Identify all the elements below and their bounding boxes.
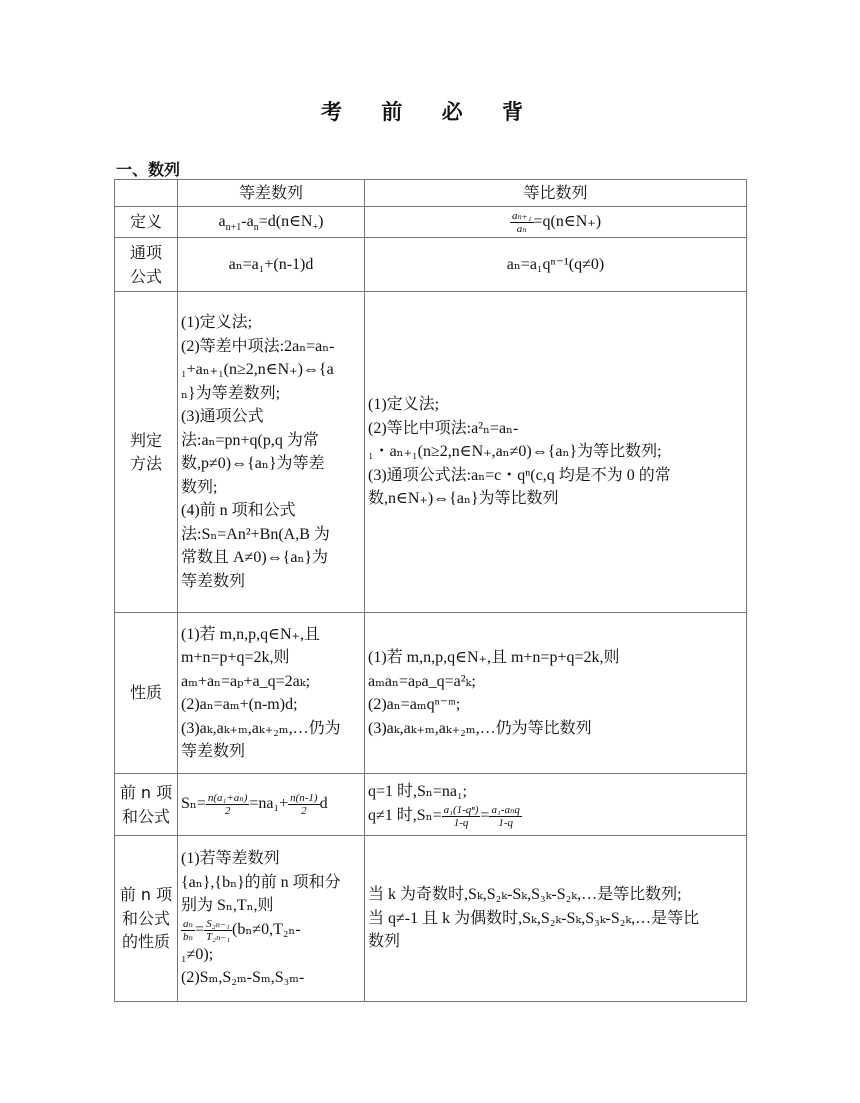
text: ) xyxy=(318,213,324,231)
line: (1)若 m,n,p,q∈N₊,且 m+n=p+q=2k,则 xyxy=(368,649,620,666)
text: Sₙ= xyxy=(181,795,206,813)
line xyxy=(181,918,361,943)
line: ₙ}为等差数列; xyxy=(181,384,281,402)
line: ₁・aₙ₊₁(n≥2,n∈N₊,aₙ≠0)⇔{aₙ}为等比数列; xyxy=(368,443,662,461)
line: ₁≠0); xyxy=(181,945,214,963)
fraction xyxy=(442,804,481,829)
fraction xyxy=(204,918,232,943)
sub: n xyxy=(253,222,259,234)
line: (2)Sₘ,S₂ₘ-Sₘ,S₃ₘ- xyxy=(181,969,305,987)
line: (2)aₙ=aₘ+(n-m)d; xyxy=(181,696,298,713)
row-sum-formula xyxy=(115,774,747,836)
label-line: 的性质 xyxy=(121,932,170,952)
text: (bₙ≠0,T₂ₙ- xyxy=(232,920,301,938)
label-line: 判定 xyxy=(129,430,162,450)
geo-def-fraction xyxy=(510,210,534,235)
geo-def-tail: =q(n∈N₊) xyxy=(533,212,602,230)
geo-definition xyxy=(365,207,747,238)
label-line: 和公式 xyxy=(121,908,170,928)
frac-num: n(n-1) xyxy=(290,792,318,804)
frac-num: S₂ₙ₋₁ xyxy=(204,918,232,931)
sub: n+1 xyxy=(225,222,242,234)
geo-properties xyxy=(365,613,747,774)
section-heading: 一、数列 xyxy=(116,160,181,179)
line: ₁+aₙ₊₁(n≥2,n∈N₊)⇔{a xyxy=(181,361,334,378)
header-arithmetic: 等差数列 xyxy=(178,180,365,207)
arith-sum-properties xyxy=(178,836,365,1002)
label-line: 前 n 项 xyxy=(119,885,173,905)
label-line: 和公式 xyxy=(121,806,170,826)
line: (1)定义法; xyxy=(368,396,440,414)
sequence-table xyxy=(114,179,747,1002)
text: =d(n∈N xyxy=(258,213,313,231)
line: 法:Sₙ=An²+Bn(A,B 为 xyxy=(181,525,330,543)
line: 数,n∈N₊)⇔{aₙ}为等比数列 xyxy=(368,490,559,508)
line: aₘ+aₙ=aₚ+a_q=2aₖ; xyxy=(181,672,311,690)
line: 等差数列 xyxy=(181,743,246,760)
fraction xyxy=(489,804,521,829)
line: (3)通项公式法:aₙ=c・qⁿ(c,q 均是不为 0 的常 xyxy=(368,466,671,484)
text: = xyxy=(480,806,490,824)
text: = xyxy=(194,920,204,938)
line: 当 k 为奇数时,Sₖ,S₂ₖ-Sₖ,S₃ₖ-S₂ₖ,…是等比数列; xyxy=(368,886,682,904)
text: q≠1 时,Sₙ= xyxy=(368,806,442,824)
arith-properties xyxy=(178,613,365,774)
line: (2)等比中项法:a²ₙ=aₙ- xyxy=(368,419,519,437)
geo-general-term: aₙ=a₁qⁿ⁻¹(q≠0) xyxy=(365,238,747,292)
text: a xyxy=(218,213,226,231)
line: (3)aₖ,aₖ₊ₘ,aₖ₊₂ₘ,…仍为 xyxy=(181,719,341,737)
row-label-sum-formula xyxy=(115,774,178,836)
row-label-definition: 定义 xyxy=(115,207,178,238)
line: 等差数列 xyxy=(181,572,246,590)
frac-num: n(a₁+aₙ) xyxy=(207,792,248,804)
line: (3)aₖ,aₖ₊ₘ,aₖ₊₂ₘ,…仍为等比数列 xyxy=(368,719,592,737)
frac-num: a₁-aₙq xyxy=(491,803,520,816)
line: (1)定义法; xyxy=(181,314,253,331)
frac-den: 2 xyxy=(301,805,307,817)
frac-num: aₙ₊₁ xyxy=(511,209,532,222)
arith-sum-formula xyxy=(178,774,365,836)
text: d xyxy=(319,795,328,813)
row-label-general-term xyxy=(115,238,178,292)
arith-general-term: aₙ=a₁+(n-1)d xyxy=(178,238,365,292)
arith-definition xyxy=(178,207,365,238)
label-line: 通项 xyxy=(129,243,162,262)
row-label-sum-properties xyxy=(115,836,178,1002)
row-general-term xyxy=(115,238,747,292)
label-line: 方法 xyxy=(129,454,162,473)
line: 数列 xyxy=(368,933,401,951)
label-line: 前 n 项 xyxy=(119,783,173,802)
frac-den: 1-q xyxy=(498,816,514,829)
row-judgement xyxy=(115,292,747,613)
line: (2)等差中项法:2aₙ=aₙ- xyxy=(181,337,335,355)
row-label-judgement xyxy=(115,292,178,613)
line: 别为 Sₙ,Tₙ,则 xyxy=(181,897,274,915)
line: {aₙ},{bₙ}的前 n 项和分 xyxy=(181,873,341,891)
label-line: 公式 xyxy=(129,266,162,286)
line: (1)若等差数列 xyxy=(181,850,280,868)
line: 常数且 A≠0)⇔{aₙ}为 xyxy=(181,549,329,566)
line: (2)aₙ=aₘqⁿ⁻ᵐ; xyxy=(368,696,461,713)
frac-den: 1-q xyxy=(453,816,469,829)
row-properties xyxy=(115,613,747,774)
line: 当 q≠-1 且 k 为偶数时,Sₖ,S₂ₖ-Sₖ,S₃ₖ-S₂ₖ,…是等比 xyxy=(368,909,700,927)
header-geometric: 等比数列 xyxy=(365,180,747,207)
line: aₘaₙ=aₚa_q=a²ₖ; xyxy=(368,672,476,690)
row-definition xyxy=(115,207,747,238)
geo-judgement xyxy=(365,292,747,613)
frac-num: a₁(1-qⁿ) xyxy=(443,803,479,816)
sub: + xyxy=(312,222,319,234)
line: 数列; xyxy=(181,478,218,496)
frac-den: aₙ xyxy=(516,222,527,235)
geo-sum-formula xyxy=(365,774,747,836)
row-sum-properties xyxy=(115,836,747,1002)
fraction xyxy=(288,792,320,817)
line: (4)前 n 项和公式 xyxy=(181,502,296,519)
page-title: 考 前 必 背 xyxy=(321,100,539,124)
line: q=1 时,Sₙ=na₁; xyxy=(368,783,467,801)
line: (3)通项公式 xyxy=(181,408,264,425)
fraction xyxy=(181,918,195,943)
frac-num: aₙ xyxy=(183,917,193,930)
arith-judgement xyxy=(178,292,365,613)
text: =na₁+ xyxy=(249,795,289,813)
line: 数,p≠0)⇔{aₙ}为等差 xyxy=(181,455,325,472)
frac-den: T₂ₙ₋₁ xyxy=(206,930,231,943)
line: (1)若 m,n,p,q∈N₊,且 xyxy=(181,625,320,643)
header-blank xyxy=(115,180,178,207)
line: m+n=p+q=2k,则 xyxy=(181,649,290,666)
frac-den: 2 xyxy=(224,805,231,817)
text: -a xyxy=(241,213,254,231)
fraction xyxy=(206,792,250,817)
geo-sum-properties xyxy=(365,836,747,1002)
header-row xyxy=(115,180,747,207)
line: 法:aₙ=pn+q(p,q 为常 xyxy=(181,431,319,449)
row-label-properties: 性质 xyxy=(115,613,178,774)
line xyxy=(368,804,743,829)
frac-den: bₙ xyxy=(183,930,193,943)
